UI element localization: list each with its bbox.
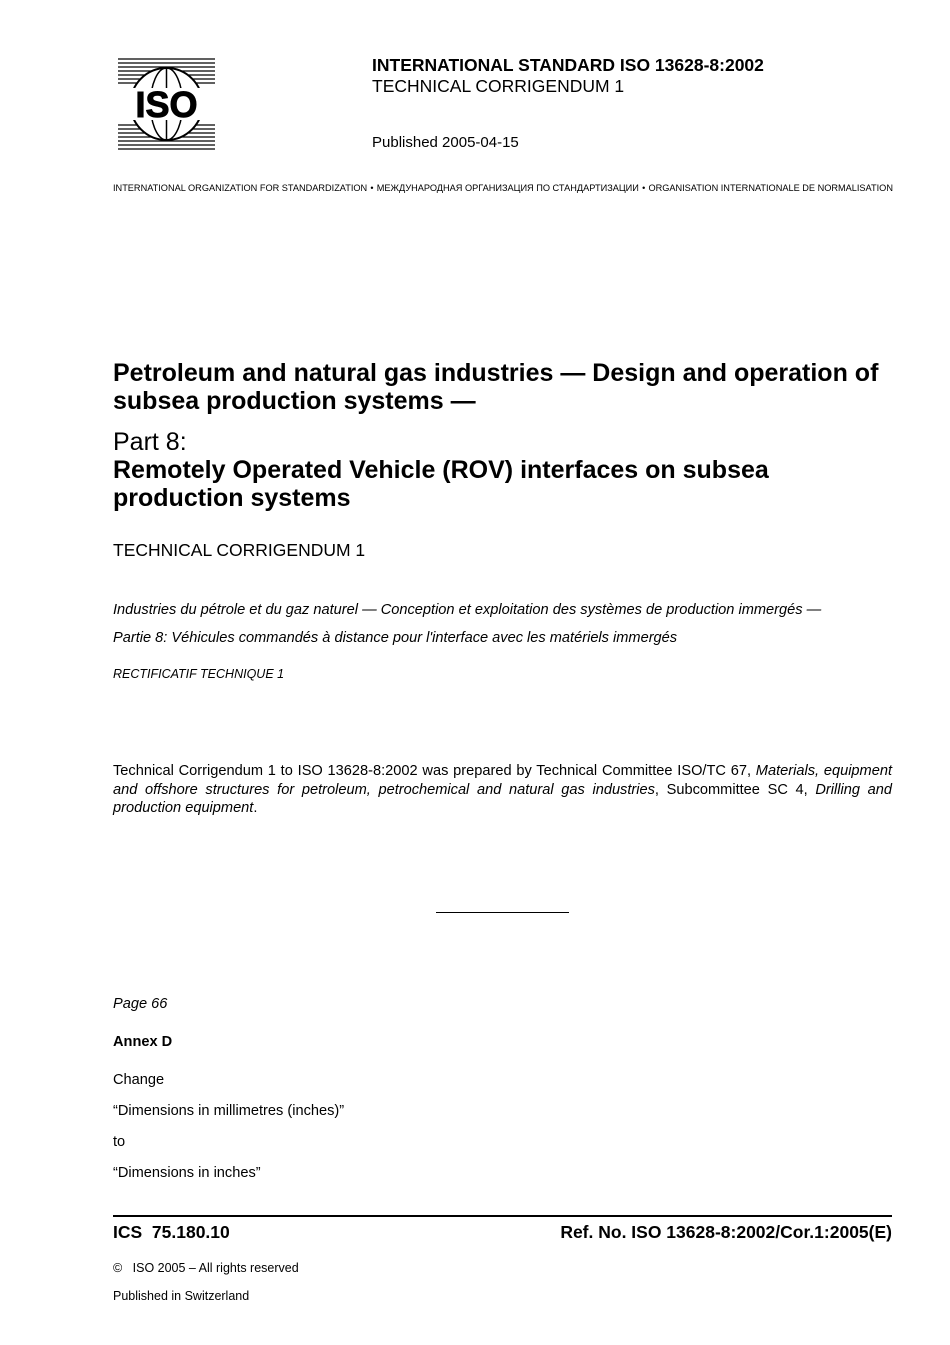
organization-line	[113, 183, 893, 193]
prep-text-1: Technical Corrigendum 1 to ISO 13628-8:2002 was prepared by Technical Committee ISO/TC 67,	[113, 763, 756, 779]
french-part-title: Partie 8: Véhicules commandés à distance pour l'interface avec les matériels immergés	[113, 630, 678, 646]
french-title: Industries du pétrole et du gaz naturel — Conception et exploitation des systèmes de production immergés —	[113, 602, 822, 618]
prep-text-2: , Subcommittee SC 4,	[654, 781, 816, 798]
subcommittee-name: Drilling and production equipment	[113, 781, 892, 816]
published-date: Published 2005-04-15	[372, 134, 519, 151]
iso-logo-text: ISO	[135, 84, 198, 125]
part-number: Part 8:	[113, 428, 187, 456]
ics-code: ICS 75.180.10	[113, 1222, 230, 1242]
separator-dot: •	[370, 183, 374, 193]
reference-number: Ref. No. ISO 13628-8:2002/Cor.1:2005(E)	[560, 1222, 892, 1242]
main-title: Petroleum and natural gas industries — Design and operation of subsea production systems —	[113, 359, 879, 415]
annex-heading: Annex D	[113, 1034, 173, 1050]
iso-logo	[118, 57, 215, 151]
french-rectificatif: RECTIFICATIF TECHNIQUE 1	[113, 667, 285, 681]
org-name-ru: МЕЖДУНАРОДНАЯ ОРГАНИЗАЦИЯ ПО СТАНДАРТИЗАЦИИ	[376, 183, 639, 193]
part-title: Remotely Operated Vehicle (ROV) interfaces on subsea production systems	[113, 456, 769, 512]
original-text: “Dimensions in millimetres (inches)”	[113, 1103, 345, 1119]
org-name-fr: ORGANISATION INTERNATIONALE DE NORMALISATION	[648, 183, 893, 193]
page-reference: Page 66	[113, 996, 168, 1012]
to-label: to	[113, 1134, 126, 1150]
change-label: Change	[113, 1072, 165, 1088]
footer-rule	[113, 1215, 892, 1217]
corrigendum-label: TECHNICAL CORRIGENDUM 1	[372, 76, 625, 96]
committee-name: Materials, equipment and offshore structures for petroleum, petrochemical and natural gas industries	[113, 763, 892, 798]
standard-title: INTERNATIONAL STANDARD ISO 13628-8:2002	[372, 55, 764, 75]
preparation-paragraph	[113, 762, 892, 818]
copyright-notice: © ISO 2005 – All rights reserved	[113, 1261, 299, 1275]
published-in: Published in Switzerland	[113, 1289, 250, 1303]
prep-text-3: .	[253, 800, 258, 816]
section-divider	[436, 912, 569, 913]
org-name-en: INTERNATIONAL ORGANIZATION FOR STANDARDIZATION	[113, 183, 368, 193]
replacement-text: “Dimensions in inches”	[113, 1165, 261, 1181]
corrigendum-heading: TECHNICAL CORRIGENDUM 1	[113, 540, 366, 560]
separator-dot: •	[642, 183, 646, 193]
